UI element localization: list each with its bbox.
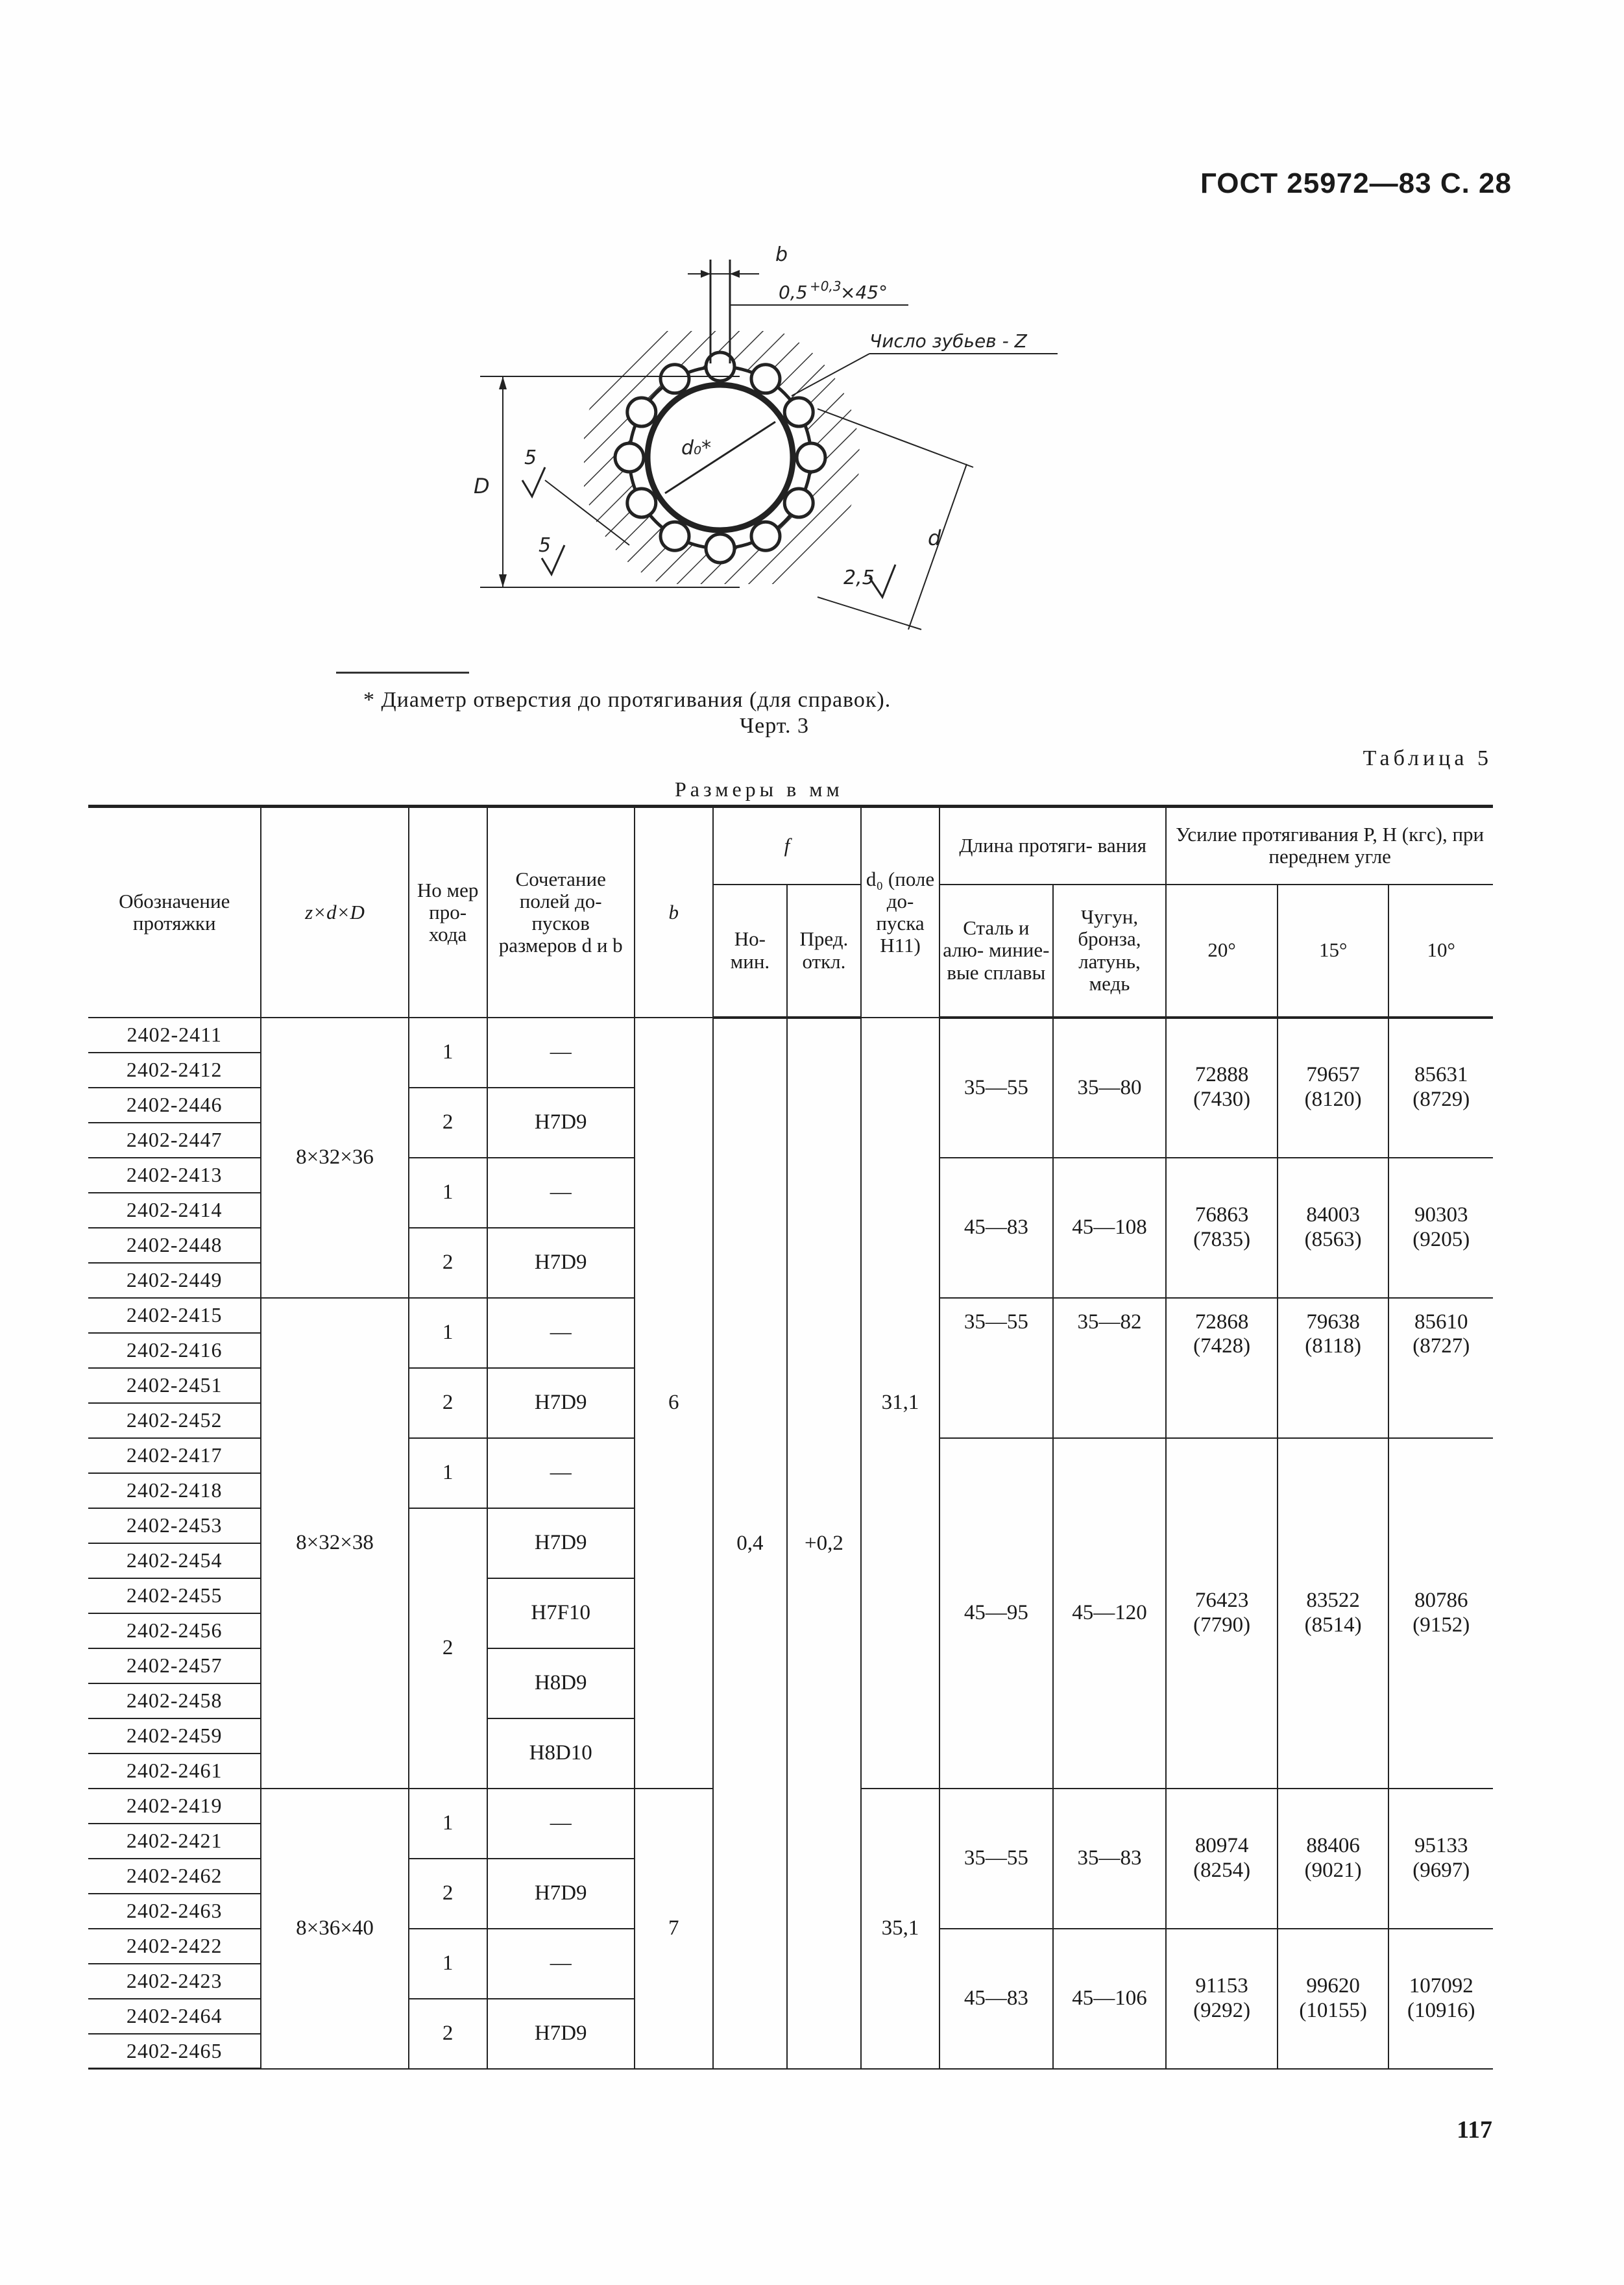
pass-cell: 1 [409, 1929, 487, 1999]
pass-cell: 2 [409, 1368, 487, 1438]
tolerance-cell: H7D9 [487, 1859, 635, 1929]
table-row-code: 2402-2414 [88, 1193, 261, 1228]
tolerance-cell: — [487, 1158, 635, 1228]
table-row-code: 2402-2421 [88, 1824, 261, 1859]
force-15-cell: 79657 (8120) [1278, 1018, 1389, 1158]
tolerance-cell: H8D10 [487, 1718, 635, 1789]
spline-tooth [784, 489, 813, 517]
tolerance-cell: — [487, 1018, 635, 1088]
header-angle-20: 20° [1166, 885, 1278, 1018]
chamfer-tol-label: +0,3 [810, 278, 842, 294]
size-cell: 8×32×36 [261, 1018, 408, 1298]
length-steel-cell: 35—55 [939, 1789, 1053, 1929]
table-row-code: 2402-2411 [88, 1018, 261, 1053]
pass-cell: 2 [409, 1228, 487, 1298]
force-10-cell: 90303 (9205) [1388, 1158, 1493, 1298]
table-row-code: 2402-2463 [88, 1894, 261, 1929]
footnote-rule [336, 672, 469, 674]
length-steel-cell: 45—83 [939, 1158, 1053, 1298]
force-20-cell: 91153 (9292) [1166, 1929, 1278, 2069]
table-row-code: 2402-2461 [88, 1753, 261, 1789]
table-row-code: 2402-2416 [88, 1333, 261, 1368]
b-cell: 7 [635, 1789, 713, 2069]
f-dev-cell: +0,2 [787, 1018, 861, 2069]
length-iron-cell: 45—120 [1053, 1438, 1167, 1789]
table-row-code: 2402-2417 [88, 1438, 261, 1473]
header-b: b [635, 807, 713, 1018]
pass-cell: 1 [409, 1789, 487, 1859]
D-label: D [474, 474, 490, 498]
header-pass-no: Но мер про- хода [409, 807, 487, 1018]
spline-tooth [797, 443, 825, 472]
table-row-code: 2402-2446 [88, 1088, 261, 1123]
roughness-label-1: 5 [524, 446, 537, 469]
tolerance-cell: — [487, 1438, 635, 1508]
table-row-code: 2402-2423 [88, 1964, 261, 1999]
header-angle-15: 15° [1278, 885, 1389, 1018]
force-10-cell: 85631 (8729) [1388, 1018, 1493, 1158]
tolerance-cell: H7F10 [487, 1578, 635, 1648]
pass-cell: 1 [409, 1158, 487, 1228]
table-row-code: 2402-2465 [88, 2034, 261, 2069]
chamfer-label: 0,5 [779, 282, 808, 303]
table-row-code: 2402-2452 [88, 1403, 261, 1438]
header-angle-10: 10° [1388, 885, 1493, 1018]
length-iron-cell: 45—106 [1053, 1929, 1167, 2069]
header-d0: d₀ (поле до- пуска H11) [861, 807, 939, 1018]
size-cell: 8×32×38 [261, 1298, 408, 1789]
size-cell: 8×36×40 [261, 1789, 408, 2069]
figure-caption: Черт. 3 [740, 714, 810, 738]
table-row-code: 2402-2458 [88, 1683, 261, 1718]
force-10-cell: 95133 (9697) [1388, 1789, 1493, 1929]
b-label: b [775, 243, 788, 266]
length-steel-cell: 35—55 [939, 1298, 1053, 1438]
tolerance-cell: H7D9 [487, 1508, 635, 1578]
splined-hole-drawing [454, 234, 1135, 649]
table-row-code: 2402-2422 [88, 1929, 261, 1964]
table-row-code: 2402-2455 [88, 1578, 261, 1613]
tolerance-cell: H7D9 [487, 1999, 635, 2069]
length-iron-cell: 35—83 [1053, 1789, 1167, 1929]
tolerance-cell: H8D9 [487, 1648, 635, 1718]
page-number: 117 [1457, 2116, 1492, 2144]
length-steel-cell: 45—83 [939, 1929, 1053, 2069]
spline-tooth [784, 398, 813, 426]
length-steel-cell: 35—55 [939, 1018, 1053, 1158]
spline-tooth [627, 398, 656, 426]
length-iron-cell: 35—82 [1053, 1298, 1167, 1438]
length-iron-cell: 35—80 [1053, 1018, 1167, 1158]
table-row-code: 2402-2419 [88, 1789, 261, 1824]
force-20-cell: 76423 (7790) [1166, 1438, 1278, 1789]
broach-table [88, 805, 1493, 2070]
header-f: f [713, 807, 861, 885]
table-row-code: 2402-2418 [88, 1473, 261, 1508]
pass-cell: 1 [409, 1298, 487, 1368]
footnote: * Диаметр отверстия до протягивания (для справок). [363, 688, 891, 712]
table-row-code: 2402-2456 [88, 1613, 261, 1648]
length-steel-cell: 45—95 [939, 1438, 1053, 1789]
d0-cell: 31,1 [861, 1018, 939, 1789]
force-15-cell: 83522 (8514) [1278, 1438, 1389, 1789]
table-row-code: 2402-2447 [88, 1123, 261, 1158]
table-row-code: 2402-2413 [88, 1158, 261, 1193]
tolerance-cell: H7D9 [487, 1088, 635, 1158]
spline-tooth [615, 443, 644, 472]
header-force: Усилие протягивания P, Н (кгс), при переднем угле [1166, 807, 1493, 885]
force-20-cell: 76863 (7835) [1166, 1158, 1278, 1298]
tolerance-cell: — [487, 1929, 635, 1999]
table-row-code: 2402-2462 [88, 1859, 261, 1894]
force-20-cell: 80974 (8254) [1166, 1789, 1278, 1929]
chamfer-angle-label: ×45° [840, 282, 888, 303]
units-label: Размеры в мм [675, 777, 843, 801]
pass-cell: 2 [409, 1859, 487, 1929]
b-cell: 6 [635, 1018, 713, 1789]
pass-cell: 2 [409, 1999, 487, 2069]
header-length-iron: Чугун, бронза, латунь, медь [1053, 885, 1167, 1018]
table-row-code: 2402-2412 [88, 1053, 261, 1088]
header-length-steel: Сталь и алю- миние- вые сплавы [939, 885, 1053, 1018]
tolerance-cell: — [487, 1789, 635, 1859]
d-label: d [928, 526, 941, 550]
f-nom-cell: 0,4 [713, 1018, 787, 2069]
pass-cell: 1 [409, 1018, 487, 1088]
force-15-cell: 84003 (8563) [1278, 1158, 1389, 1298]
header-f-nom: Но- мин. [713, 885, 787, 1018]
length-iron-cell: 45—108 [1053, 1158, 1167, 1298]
spline-tooth [627, 489, 656, 517]
spline-tooth [661, 365, 689, 393]
spline-tooth [706, 534, 734, 563]
tolerance-cell: H7D9 [487, 1228, 635, 1298]
pass-cell: 1 [409, 1438, 487, 1508]
table-row-code: 2402-2453 [88, 1508, 261, 1543]
spline-tooth [751, 365, 780, 393]
teeth-count-label: Число зубьев - Z [869, 330, 1027, 352]
tolerance-cell: H7D9 [487, 1368, 635, 1438]
header-size: z×d×D [261, 807, 408, 1018]
table-row-code: 2402-2451 [88, 1368, 261, 1403]
table-row-code: 2402-2415 [88, 1298, 261, 1333]
table-row-code: 2402-2464 [88, 1999, 261, 2034]
spline-tooth [751, 522, 780, 550]
table-row-code: 2402-2459 [88, 1718, 261, 1753]
tolerance-cell: — [487, 1298, 635, 1368]
force-15-cell: 79638 (8118) [1278, 1298, 1389, 1438]
header-f-dev: Пред. откл. [787, 885, 861, 1018]
table-row-code: 2402-2449 [88, 1263, 261, 1298]
d0-cell: 35,1 [861, 1789, 939, 2069]
force-15-cell: 88406 (9021) [1278, 1789, 1389, 1929]
d0-label: d₀* [681, 437, 712, 459]
force-20-cell: 72888 (7430) [1166, 1018, 1278, 1158]
roughness-label-3: 2,5 [843, 567, 875, 589]
table-row-code: 2402-2457 [88, 1648, 261, 1683]
table-row-code: 2402-2448 [88, 1228, 261, 1263]
force-10-cell: 80786 (9152) [1388, 1438, 1493, 1789]
pass-cell: 2 [409, 1088, 487, 1158]
force-10-cell: 107092 (10916) [1388, 1929, 1493, 2069]
force-10-cell: 85610 (8727) [1388, 1298, 1493, 1438]
header-designation: Обозначение протяжки [88, 807, 261, 1018]
force-15-cell: 99620 (10155) [1278, 1929, 1389, 2069]
header-tolerance: Сочетание полей до- пусков размеров d и b [487, 807, 635, 1018]
table-row-code: 2402-2454 [88, 1543, 261, 1578]
table-title: Таблица 5 [1363, 746, 1492, 770]
spline-tooth [661, 522, 689, 550]
page-header: ГОСТ 25972—83 С. 28 [1200, 167, 1512, 199]
header-length: Длина протяги- вания [939, 807, 1166, 885]
roughness-label-2: 5 [539, 534, 551, 557]
force-20-cell: 72868 (7428) [1166, 1298, 1278, 1438]
pass-cell: 2 [409, 1508, 487, 1789]
